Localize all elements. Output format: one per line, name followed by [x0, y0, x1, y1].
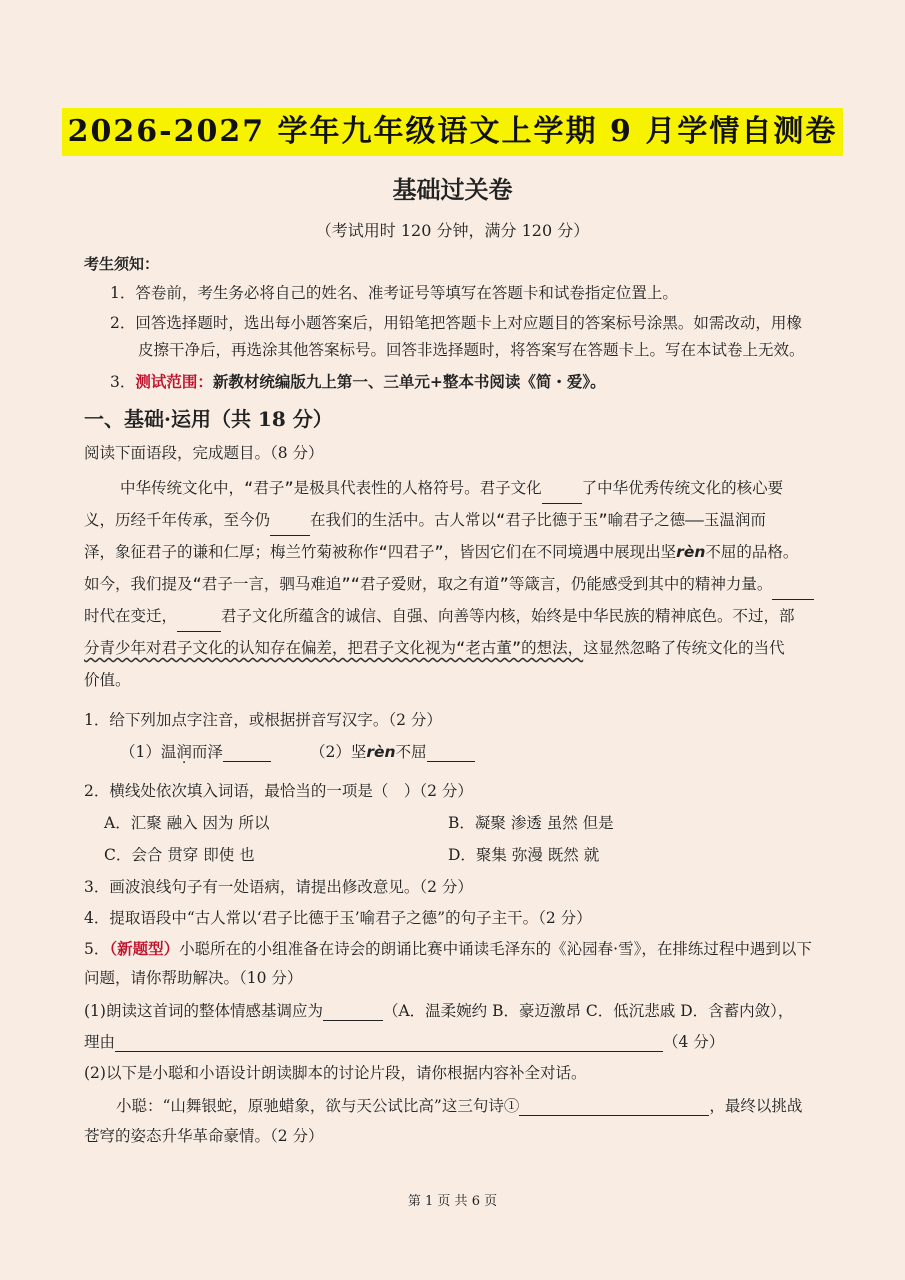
dotted-char: 润 [176, 743, 192, 761]
dialog-text: 小聪：“山舞银蛇，原驰蜡象，欲与天公试比高”这三句诗① [116, 1097, 520, 1115]
q1b-prefix: （2）坚 [310, 743, 367, 761]
title-row [0, 108, 905, 156]
q1a-suffix: 而泽 [191, 743, 223, 761]
passage-text: 价值。 [84, 671, 131, 689]
passage-text: 君子文化所蕴含的诚信、自强、向善等内核，始终是中华民族的精神底色。不过，部 [221, 607, 795, 625]
q1b-suffix: 不屈 [395, 743, 427, 761]
passage-text: 在我们的生活中。古人常以“君子比德于玉”喻君子之德——玉温润而 [310, 511, 766, 529]
q1a-prefix: （1）温 [120, 743, 177, 761]
question-5 [84, 937, 812, 959]
passage-line-2 [84, 504, 824, 536]
option-c[interactable]: C．会合 贯穿 即使 也 [104, 846, 255, 864]
blank-3 [772, 581, 814, 600]
question-5-stem-cont: 问题，请你帮助解决。（10 分） [84, 969, 303, 987]
passage-line-3 [84, 536, 824, 568]
score: （4 分） [663, 1033, 725, 1051]
passage-text: 这显然忽略了传统文化的当代 [583, 639, 785, 657]
q5-part-1-reason [84, 1030, 724, 1052]
passage-line-7 [84, 664, 824, 696]
option-d[interactable]: D．聚集 弥漫 既然 就 [448, 846, 600, 864]
question-1: 1．给下列加点字注音，或根据拼音写汉字。（2 分） [84, 711, 442, 729]
passage-text: 如今，我们提及“君子一言，驷马难追”“君子爱财，取之有道”等箴言，仍能感受到其中的精神力量。 [84, 575, 773, 593]
q5-dialog-cont: 苍穹的姿态升华革命豪情。（2 分） [84, 1127, 324, 1145]
notice-heading: 考生须知： [84, 255, 160, 273]
notice-item-3-number: 3． [110, 373, 136, 391]
passage-line-1 [84, 472, 824, 504]
notice-item-2-line-1: 2．回答选择题时，选出每小题答案后，用铅笔把答题卡上对应题目的答案标号涂黑。如需改动，用橡 [110, 314, 802, 332]
notice-item-2 [110, 310, 805, 364]
page-footer: 第 1 页 共 6 页 [407, 1194, 498, 1209]
question-1-item-1 [120, 740, 271, 762]
passage-line-4 [84, 568, 824, 600]
passage-text: 中华传统文化中，“君子”是极具代表性的人格符号。君子文化 [120, 479, 542, 497]
notice-item-1: 1．答卷前，考生务必将自己的姓名、准考证号等填写在答题卡和试卷指定位置上。 [110, 284, 678, 302]
reading-passage [84, 472, 824, 696]
q5-part-2: (2)以下是小聪和小语设计朗读脚本的讨论片段，请你根据内容补全对话。 [84, 1064, 587, 1082]
passage-text: 不屈的品格。 [705, 543, 799, 561]
notice-item-3 [110, 368, 606, 396]
q5-number: 5． [84, 940, 110, 958]
passage-text: 了中华优秀传统文化的核心要 [581, 479, 784, 497]
blank-2 [270, 517, 310, 536]
blank-1 [542, 485, 582, 504]
option-a[interactable]: A．汇聚 融入 因为 所以 [104, 814, 270, 832]
q5-part-1-text: (1)朗读这首词的整体情感基调应为 [84, 1002, 323, 1020]
test-scope-label: 测试范围： [135, 372, 213, 391]
q5-part-1-options: （A．温柔婉约 B．豪迈激昂 C．低沉悲戚 D．含蓄内敛）， [382, 1002, 794, 1020]
reason-label: 理由 [84, 1033, 116, 1051]
notice-item-2-line-2: 皮擦干净后，再选涂其他答案标号。回答非选择题时，将答案写在答题卡上。写在本试卷上无效。 [138, 341, 805, 359]
question-4: 4．提取语段中“古人常以‘君子比德于玉’喻君子之德”的句子主干。（2 分） [84, 909, 592, 927]
exam-info: （考试用时 120 分钟，满分 120 分） [315, 221, 590, 240]
passage-line-5 [84, 600, 824, 632]
answer-blank[interactable] [427, 743, 475, 762]
passage-text: 泽，象征君子的谦和仁厚；梅兰竹菊被称作“四君子”，皆因它们在不同境遇中展现出坚 [84, 543, 677, 561]
section-heading: 一、基础·运用（共 18 分） [84, 407, 333, 431]
exam-subtitle: 基础过关卷 [392, 176, 513, 204]
answer-blank[interactable] [323, 1002, 383, 1021]
blank-4 [177, 613, 221, 632]
question-2: 2．横线处依次填入词语，最恰当的一项是（ ）（2 分） [84, 782, 473, 800]
question-3: 3．画波浪线句子有一处语病，请提出修改意见。（2 分） [84, 878, 473, 896]
test-scope-text: 新教材统编版九上第一、三单元+整本书阅读《简・爱》。 [212, 372, 606, 391]
question-1-item-2 [310, 740, 475, 762]
passage-text: 义，历经千年传承，至今仍 [84, 511, 271, 529]
q5-part-1 [84, 999, 793, 1021]
exam-title: 2026-2027 学年九年级语文上学期 9 月学情自测卷 [62, 108, 844, 156]
pinyin-ren: rèn [366, 743, 396, 761]
q5-dialog [116, 1094, 802, 1116]
answer-blank[interactable] [519, 1097, 709, 1116]
pinyin-ren: rèn [676, 543, 706, 561]
answer-blank[interactable] [223, 743, 271, 762]
wavy-sentence: 分青少年对君子文化的认知存在偏差，把君子文化视为“老古董”的想法， [84, 639, 584, 657]
passage-line-6 [84, 632, 824, 664]
dialog-text: ，最终以挑战 [709, 1097, 803, 1115]
section-intro: 阅读下面语段，完成题目。（8 分） [84, 444, 324, 462]
q5-stem: 小聪所在的小组准备在诗会的朗诵比赛中诵读毛泽东的《沁园春·雪》，在排练过程中遇到以下 [179, 940, 812, 958]
passage-text: 时代在变迁， [84, 607, 178, 625]
new-type-tag: （新题型） [109, 939, 180, 958]
answer-blank[interactable] [115, 1033, 663, 1052]
option-b[interactable]: B．凝聚 渗透 虽然 但是 [448, 814, 614, 832]
